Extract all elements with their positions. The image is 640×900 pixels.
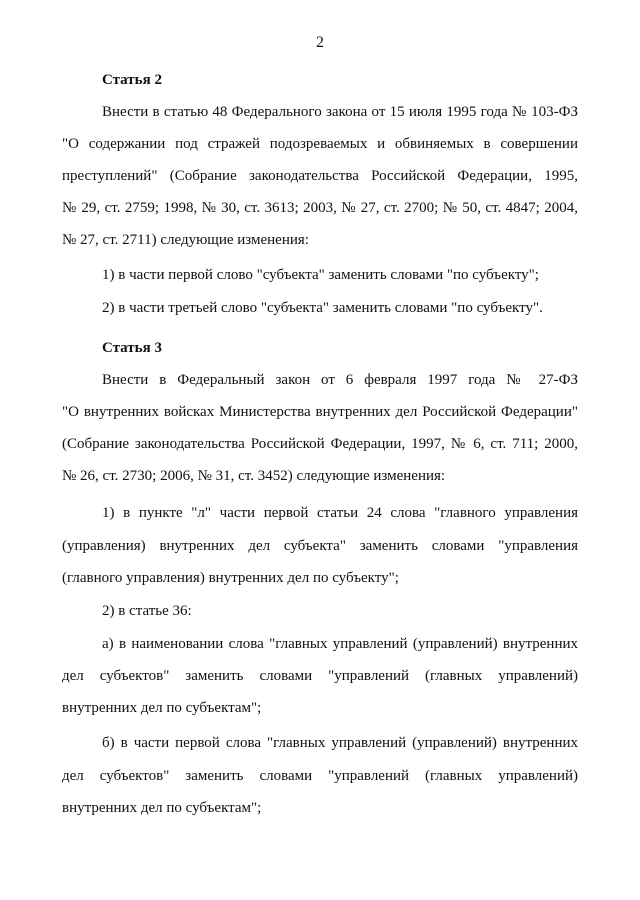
- article-2-line: № 27, ст. 2711) следующие изменения:: [62, 232, 309, 248]
- article-3-item-1-line: (главного управления) внутренних дел по субъекту";: [62, 570, 399, 586]
- article-3-item-2-heading: 2) в статье 36:: [102, 603, 192, 619]
- article-2-heading: Статья 2: [102, 72, 162, 88]
- article-3-item-2b-line: б) в части первой слова "главных управлений (управлений) внутренних: [102, 735, 578, 751]
- article-3-item-2a-line: внутренних дел по субъектам";: [62, 700, 262, 716]
- article-3-item-2b-line: дел субъектов" заменить словами "управлений (главных управлений): [62, 768, 578, 784]
- article-3-line: "О внутренних войсках Министерства внутренних дел Российской Федерации": [62, 404, 578, 420]
- article-3-item-1-line: (управления) внутренних дел субъекта" заменить словами "управления: [62, 538, 578, 554]
- article-3-item-2a-line: а) в наименовании слова "главных управлений (управлений) внутренних: [102, 636, 578, 652]
- article-3-heading: Статья 3: [102, 340, 162, 356]
- article-3-item-2b-line: внутренних дел по субъектам";: [62, 800, 262, 816]
- article-3-item-1-line: 1) в пункте "л" части первой статьи 24 слова "главного управления: [102, 505, 578, 521]
- article-2-line: "О содержании под стражей подозреваемых и обвиняемых в совершении: [62, 136, 578, 152]
- article-2-line: № 29, ст. 2759; 1998, № 30, ст. 3613; 2003, № 27, ст. 2700; № 50, ст. 4847; 2004,: [62, 200, 578, 216]
- page-number: 2: [316, 34, 324, 51]
- article-2-item: 2) в части третьей слово "субъекта" заменить словами "по субъекту".: [102, 300, 543, 316]
- article-3-item-2a-line: дел субъектов" заменить словами "управлений (главных управлений): [62, 668, 578, 684]
- article-2-line: преступлений" (Собрание законодательства Российской Федерации, 1995,: [62, 168, 578, 184]
- article-2-line: Внести в статью 48 Федерального закона от 15 июля 1995 года № 103-ФЗ: [102, 104, 578, 120]
- article-3-line: Внести в Федеральный закон от 6 февраля 1997 года № 27-ФЗ: [102, 372, 578, 388]
- article-2-item: 1) в части первой слово "субъекта" заменить словами "по субъекту";: [102, 267, 539, 283]
- article-3-line: (Собрание законодательства Российской Федерации, 1997, № 6, ст. 711; 2000,: [62, 436, 578, 452]
- article-3-line: № 26, ст. 2730; 2006, № 31, ст. 3452) следующие изменения:: [62, 468, 446, 484]
